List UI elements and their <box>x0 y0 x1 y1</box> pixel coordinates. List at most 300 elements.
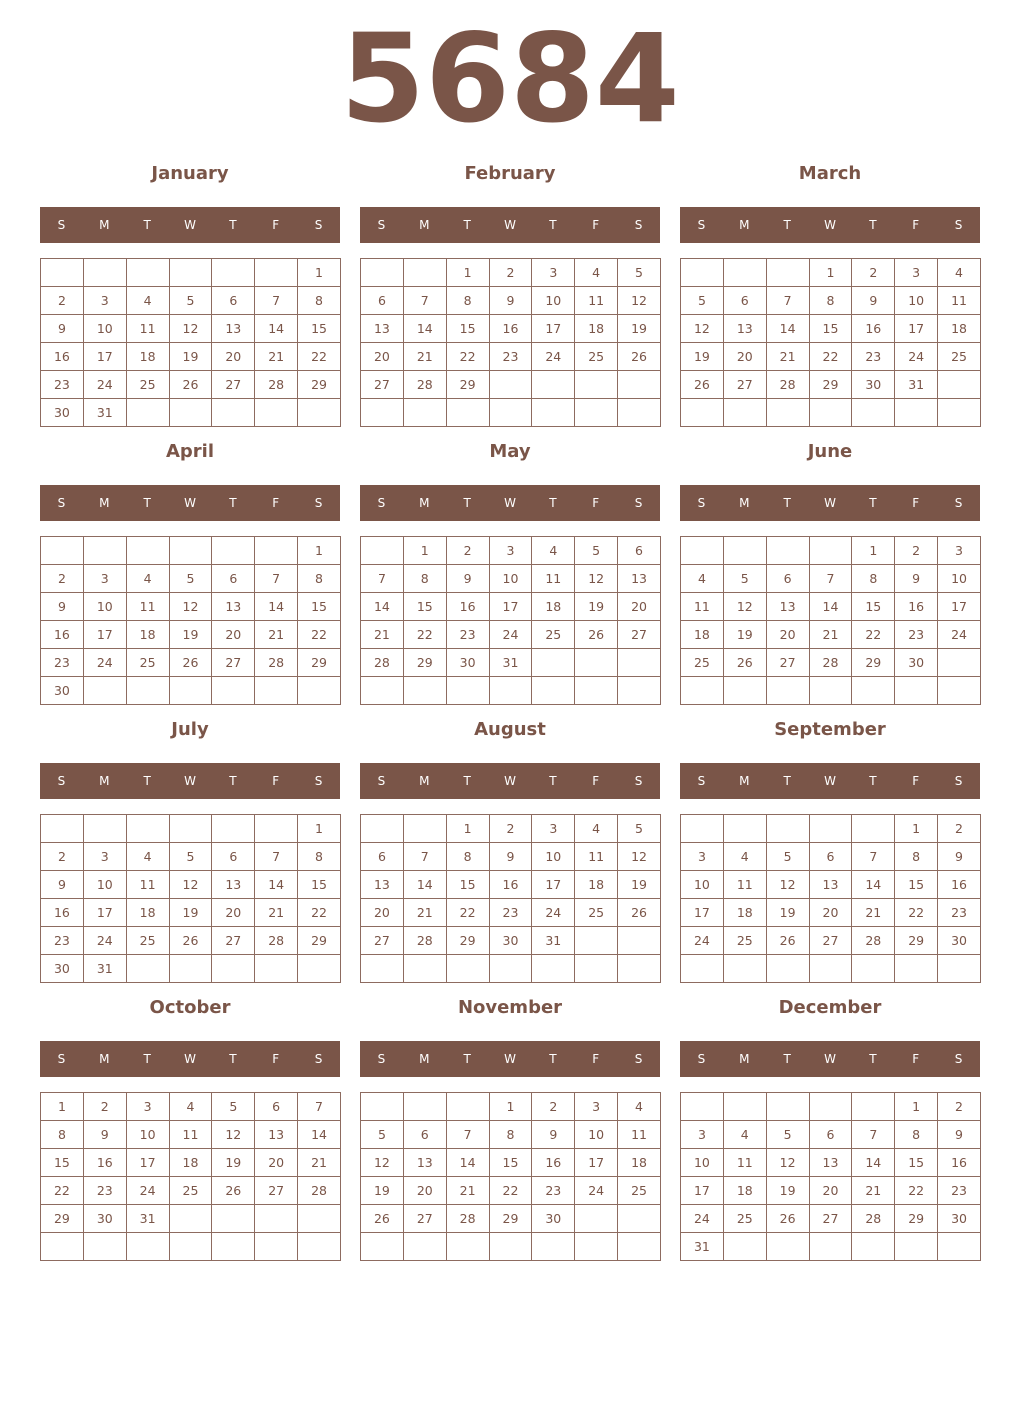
day-cell: 10 <box>681 1149 724 1177</box>
week-row <box>681 315 981 343</box>
week-row <box>41 343 341 371</box>
day-cell: 18 <box>126 343 169 371</box>
day-cell: 12 <box>766 1149 809 1177</box>
day-cell <box>575 399 618 427</box>
day-cell: 19 <box>575 593 618 621</box>
day-cell <box>766 259 809 287</box>
weekday-label: T <box>463 496 471 510</box>
day-cell <box>809 677 852 705</box>
day-cell: 26 <box>169 927 212 955</box>
day-cell: 23 <box>446 621 489 649</box>
day-cell <box>489 955 532 983</box>
day-cell: 10 <box>895 287 938 315</box>
week-row <box>41 259 341 287</box>
day-cell <box>298 677 341 705</box>
day-cell: 25 <box>575 343 618 371</box>
week-row <box>681 259 981 287</box>
day-cell <box>41 537 84 565</box>
weekday-label: T <box>549 496 557 510</box>
day-cell <box>532 649 575 677</box>
week-row <box>41 287 341 315</box>
week-row <box>41 1149 341 1177</box>
day-cell: 30 <box>938 927 981 955</box>
day-cell <box>723 955 766 983</box>
week-row <box>41 955 341 983</box>
day-cell: 14 <box>403 315 446 343</box>
day-cell <box>83 259 126 287</box>
days-table <box>40 258 341 427</box>
month-name: October <box>149 997 231 1018</box>
week-row <box>681 871 981 899</box>
day-cell: 1 <box>895 1093 938 1121</box>
day-cell <box>575 371 618 399</box>
day-cell: 13 <box>361 871 404 899</box>
week-row <box>681 593 981 621</box>
day-cell: 15 <box>489 1149 532 1177</box>
day-cell: 9 <box>532 1121 575 1149</box>
day-cell <box>361 1093 404 1121</box>
day-cell <box>766 1093 809 1121</box>
day-cell: 22 <box>895 899 938 927</box>
day-cell: 2 <box>41 565 84 593</box>
weekday-label: S <box>57 774 66 788</box>
day-cell: 11 <box>532 565 575 593</box>
days-table <box>360 1092 661 1261</box>
day-cell: 17 <box>532 315 575 343</box>
month-name: July <box>171 719 209 740</box>
day-cell: 3 <box>126 1093 169 1121</box>
day-cell <box>852 1093 895 1121</box>
week-row <box>41 843 341 871</box>
day-cell: 23 <box>938 1177 981 1205</box>
day-cell <box>723 537 766 565</box>
weekday-label: W <box>824 774 836 788</box>
weekday-label: S <box>377 1052 386 1066</box>
day-cell: 14 <box>298 1121 341 1149</box>
day-cell <box>681 955 724 983</box>
day-cell <box>446 1233 489 1261</box>
day-cell <box>809 815 852 843</box>
day-cell: 2 <box>41 843 84 871</box>
day-cell <box>766 1233 809 1261</box>
day-cell: 28 <box>403 927 446 955</box>
day-cell: 31 <box>895 371 938 399</box>
week-row <box>681 1093 981 1121</box>
day-cell: 4 <box>126 565 169 593</box>
day-cell <box>895 677 938 705</box>
month-name: November <box>457 997 563 1018</box>
day-cell: 15 <box>852 593 895 621</box>
day-cell: 25 <box>938 343 981 371</box>
week-row <box>41 1093 341 1121</box>
day-cell: 12 <box>618 287 661 315</box>
week-row <box>361 1149 661 1177</box>
day-cell: 7 <box>361 565 404 593</box>
day-cell: 20 <box>723 343 766 371</box>
day-cell: 13 <box>618 565 661 593</box>
day-cell: 27 <box>255 1177 298 1205</box>
day-cell: 24 <box>126 1177 169 1205</box>
day-cell: 24 <box>575 1177 618 1205</box>
day-cell: 4 <box>723 843 766 871</box>
day-cell <box>169 537 212 565</box>
weekday-label: W <box>504 496 516 510</box>
weekday-label: S <box>634 1052 643 1066</box>
day-cell: 20 <box>809 899 852 927</box>
day-cell <box>895 1233 938 1261</box>
day-cell: 1 <box>895 815 938 843</box>
day-cell: 9 <box>83 1121 126 1149</box>
day-cell <box>446 955 489 983</box>
day-cell: 5 <box>361 1121 404 1149</box>
day-cell: 26 <box>681 371 724 399</box>
week-row <box>361 927 661 955</box>
day-cell: 4 <box>169 1093 212 1121</box>
day-cell: 15 <box>298 315 341 343</box>
day-cell <box>938 371 981 399</box>
day-cell: 31 <box>126 1205 169 1233</box>
day-cell: 16 <box>83 1149 126 1177</box>
weekday-header <box>680 207 980 243</box>
day-cell <box>126 1233 169 1261</box>
day-cell: 25 <box>126 649 169 677</box>
days-table <box>360 258 661 427</box>
day-cell: 23 <box>895 621 938 649</box>
day-cell <box>212 815 255 843</box>
day-cell: 23 <box>489 899 532 927</box>
weekday-header <box>680 1041 980 1077</box>
weekday-label: M <box>419 496 430 510</box>
day-cell: 10 <box>681 871 724 899</box>
day-cell <box>575 1233 618 1261</box>
day-cell: 18 <box>723 899 766 927</box>
weekday-label: W <box>184 496 196 510</box>
day-cell: 6 <box>809 1121 852 1149</box>
day-cell: 24 <box>489 621 532 649</box>
day-cell: 6 <box>361 287 404 315</box>
day-cell: 11 <box>618 1121 661 1149</box>
day-cell: 27 <box>361 371 404 399</box>
day-cell: 10 <box>126 1121 169 1149</box>
day-cell: 15 <box>298 871 341 899</box>
day-cell <box>212 399 255 427</box>
day-cell: 25 <box>169 1177 212 1205</box>
day-cell: 28 <box>403 371 446 399</box>
day-cell <box>766 955 809 983</box>
day-cell: 5 <box>618 815 661 843</box>
days-table <box>680 536 981 705</box>
day-cell: 5 <box>169 843 212 871</box>
day-cell: 6 <box>723 287 766 315</box>
weekday-label: W <box>824 496 836 510</box>
day-cell <box>809 537 852 565</box>
day-cell: 13 <box>361 315 404 343</box>
day-cell: 22 <box>446 343 489 371</box>
day-cell: 21 <box>255 343 298 371</box>
week-row <box>361 371 661 399</box>
day-cell: 4 <box>532 537 575 565</box>
day-cell <box>126 677 169 705</box>
day-cell: 2 <box>83 1093 126 1121</box>
day-cell: 29 <box>852 649 895 677</box>
day-cell: 18 <box>575 315 618 343</box>
weekday-label: S <box>697 1052 706 1066</box>
week-row <box>681 649 981 677</box>
day-cell <box>212 1233 255 1261</box>
day-cell: 28 <box>809 649 852 677</box>
day-cell <box>361 955 404 983</box>
day-cell <box>852 1233 895 1261</box>
day-cell <box>809 1233 852 1261</box>
day-cell: 13 <box>766 593 809 621</box>
weekday-label: M <box>99 496 110 510</box>
day-cell: 27 <box>212 371 255 399</box>
week-row <box>361 649 661 677</box>
day-cell <box>723 1233 766 1261</box>
day-cell <box>255 259 298 287</box>
weekday-label: S <box>377 774 386 788</box>
weekday-label: S <box>314 496 323 510</box>
day-cell: 29 <box>446 371 489 399</box>
day-cell: 27 <box>723 371 766 399</box>
week-row <box>681 843 981 871</box>
days-table <box>680 258 981 427</box>
weekday-label: S <box>634 774 643 788</box>
weekday-label: S <box>954 1052 963 1066</box>
day-cell: 28 <box>361 649 404 677</box>
day-cell: 6 <box>766 565 809 593</box>
day-cell: 16 <box>41 621 84 649</box>
week-row <box>681 1149 981 1177</box>
day-cell: 21 <box>403 899 446 927</box>
day-cell <box>212 537 255 565</box>
day-cell: 15 <box>895 1149 938 1177</box>
day-cell: 25 <box>681 649 724 677</box>
day-cell: 18 <box>126 621 169 649</box>
day-cell: 4 <box>681 565 724 593</box>
day-cell <box>83 1233 126 1261</box>
day-cell <box>83 815 126 843</box>
weekday-label: M <box>739 1052 750 1066</box>
day-cell: 25 <box>618 1177 661 1205</box>
day-cell: 13 <box>255 1121 298 1149</box>
day-cell: 8 <box>446 843 489 871</box>
day-cell: 16 <box>41 899 84 927</box>
week-row <box>361 565 661 593</box>
week-row <box>361 1121 661 1149</box>
day-cell: 20 <box>212 899 255 927</box>
day-cell: 1 <box>298 259 341 287</box>
day-cell <box>255 399 298 427</box>
day-cell: 7 <box>255 565 298 593</box>
day-cell: 17 <box>681 1177 724 1205</box>
day-cell: 8 <box>852 565 895 593</box>
day-cell: 17 <box>681 899 724 927</box>
day-cell: 25 <box>575 899 618 927</box>
day-cell: 22 <box>298 621 341 649</box>
day-cell: 11 <box>681 593 724 621</box>
day-cell: 29 <box>895 1205 938 1233</box>
day-cell: 21 <box>403 343 446 371</box>
day-cell: 29 <box>809 371 852 399</box>
day-cell: 14 <box>446 1149 489 1177</box>
weekday-label: F <box>912 496 920 510</box>
day-cell: 11 <box>126 871 169 899</box>
week-row <box>681 927 981 955</box>
day-cell <box>723 259 766 287</box>
days-table <box>680 814 981 983</box>
day-cell: 3 <box>532 815 575 843</box>
week-row <box>361 843 661 871</box>
day-cell <box>169 1233 212 1261</box>
day-cell <box>852 955 895 983</box>
day-cell <box>298 955 341 983</box>
week-row <box>681 899 981 927</box>
day-cell: 10 <box>938 565 981 593</box>
weekday-label: T <box>549 218 557 232</box>
day-cell: 15 <box>446 871 489 899</box>
day-cell: 3 <box>575 1093 618 1121</box>
day-cell <box>723 677 766 705</box>
day-cell <box>852 815 895 843</box>
day-cell: 12 <box>169 315 212 343</box>
day-cell <box>618 677 661 705</box>
weekday-label: W <box>824 1052 836 1066</box>
day-cell: 20 <box>361 899 404 927</box>
day-cell: 17 <box>126 1149 169 1177</box>
day-cell <box>361 259 404 287</box>
day-cell: 5 <box>169 287 212 315</box>
day-cell <box>169 259 212 287</box>
day-cell: 28 <box>255 927 298 955</box>
day-cell <box>618 399 661 427</box>
day-cell: 6 <box>403 1121 446 1149</box>
day-cell: 3 <box>83 287 126 315</box>
day-cell <box>681 399 724 427</box>
day-cell: 25 <box>723 927 766 955</box>
day-cell: 7 <box>403 843 446 871</box>
day-cell: 28 <box>255 371 298 399</box>
day-cell <box>532 955 575 983</box>
day-cell <box>403 399 446 427</box>
day-cell: 9 <box>41 871 84 899</box>
day-cell <box>618 371 661 399</box>
day-cell: 11 <box>723 871 766 899</box>
day-cell: 27 <box>809 1205 852 1233</box>
day-cell: 2 <box>532 1093 575 1121</box>
day-cell: 30 <box>532 1205 575 1233</box>
weekday-label: M <box>99 218 110 232</box>
day-cell <box>298 1233 341 1261</box>
day-cell: 11 <box>723 1149 766 1177</box>
day-cell: 3 <box>681 1121 724 1149</box>
weekday-label: W <box>824 218 836 232</box>
day-cell: 10 <box>532 287 575 315</box>
day-cell <box>41 815 84 843</box>
day-cell: 8 <box>298 565 341 593</box>
day-cell: 19 <box>361 1177 404 1205</box>
day-cell <box>83 537 126 565</box>
day-cell: 29 <box>298 927 341 955</box>
day-cell: 8 <box>809 287 852 315</box>
day-cell: 6 <box>212 843 255 871</box>
day-cell: 18 <box>575 871 618 899</box>
day-cell: 20 <box>255 1149 298 1177</box>
day-cell: 5 <box>766 1121 809 1149</box>
week-row <box>41 1121 341 1149</box>
day-cell: 10 <box>532 843 575 871</box>
day-cell: 13 <box>809 871 852 899</box>
day-cell: 6 <box>212 565 255 593</box>
day-cell: 2 <box>895 537 938 565</box>
day-cell: 20 <box>212 621 255 649</box>
weekday-label: T <box>783 218 791 232</box>
weekday-label: S <box>954 218 963 232</box>
day-cell: 13 <box>723 315 766 343</box>
day-cell: 15 <box>809 315 852 343</box>
day-cell <box>575 677 618 705</box>
day-cell <box>532 677 575 705</box>
day-cell: 9 <box>895 565 938 593</box>
day-cell: 23 <box>852 343 895 371</box>
day-cell <box>575 649 618 677</box>
weekday-label: F <box>272 774 280 788</box>
day-cell <box>446 677 489 705</box>
day-cell: 20 <box>403 1177 446 1205</box>
day-cell: 3 <box>895 259 938 287</box>
day-cell <box>681 1093 724 1121</box>
day-cell <box>489 399 532 427</box>
year-title: 5684 <box>340 8 680 150</box>
day-cell: 12 <box>618 843 661 871</box>
week-row <box>41 593 341 621</box>
day-cell <box>361 1233 404 1261</box>
day-cell: 19 <box>169 621 212 649</box>
weekday-label: M <box>419 774 430 788</box>
day-cell <box>618 649 661 677</box>
day-cell <box>126 399 169 427</box>
day-cell <box>532 371 575 399</box>
day-cell: 7 <box>852 1121 895 1149</box>
day-cell: 14 <box>255 593 298 621</box>
day-cell: 28 <box>852 927 895 955</box>
day-cell <box>255 815 298 843</box>
day-cell: 1 <box>41 1093 84 1121</box>
day-cell: 27 <box>809 927 852 955</box>
day-cell: 12 <box>723 593 766 621</box>
day-cell: 9 <box>41 315 84 343</box>
day-cell: 27 <box>618 621 661 649</box>
weekday-label: W <box>504 1052 516 1066</box>
day-cell <box>403 815 446 843</box>
day-cell: 31 <box>83 399 126 427</box>
week-row <box>41 399 341 427</box>
day-cell: 5 <box>169 565 212 593</box>
day-cell: 7 <box>809 565 852 593</box>
day-cell: 23 <box>83 1177 126 1205</box>
day-cell <box>212 677 255 705</box>
day-cell: 9 <box>489 843 532 871</box>
day-cell: 3 <box>938 537 981 565</box>
day-cell <box>766 815 809 843</box>
day-cell <box>169 399 212 427</box>
day-cell: 2 <box>938 1093 981 1121</box>
weekday-label: T <box>549 1052 557 1066</box>
weekday-label: F <box>272 496 280 510</box>
day-cell: 18 <box>618 1149 661 1177</box>
day-cell: 22 <box>403 621 446 649</box>
day-cell: 6 <box>618 537 661 565</box>
